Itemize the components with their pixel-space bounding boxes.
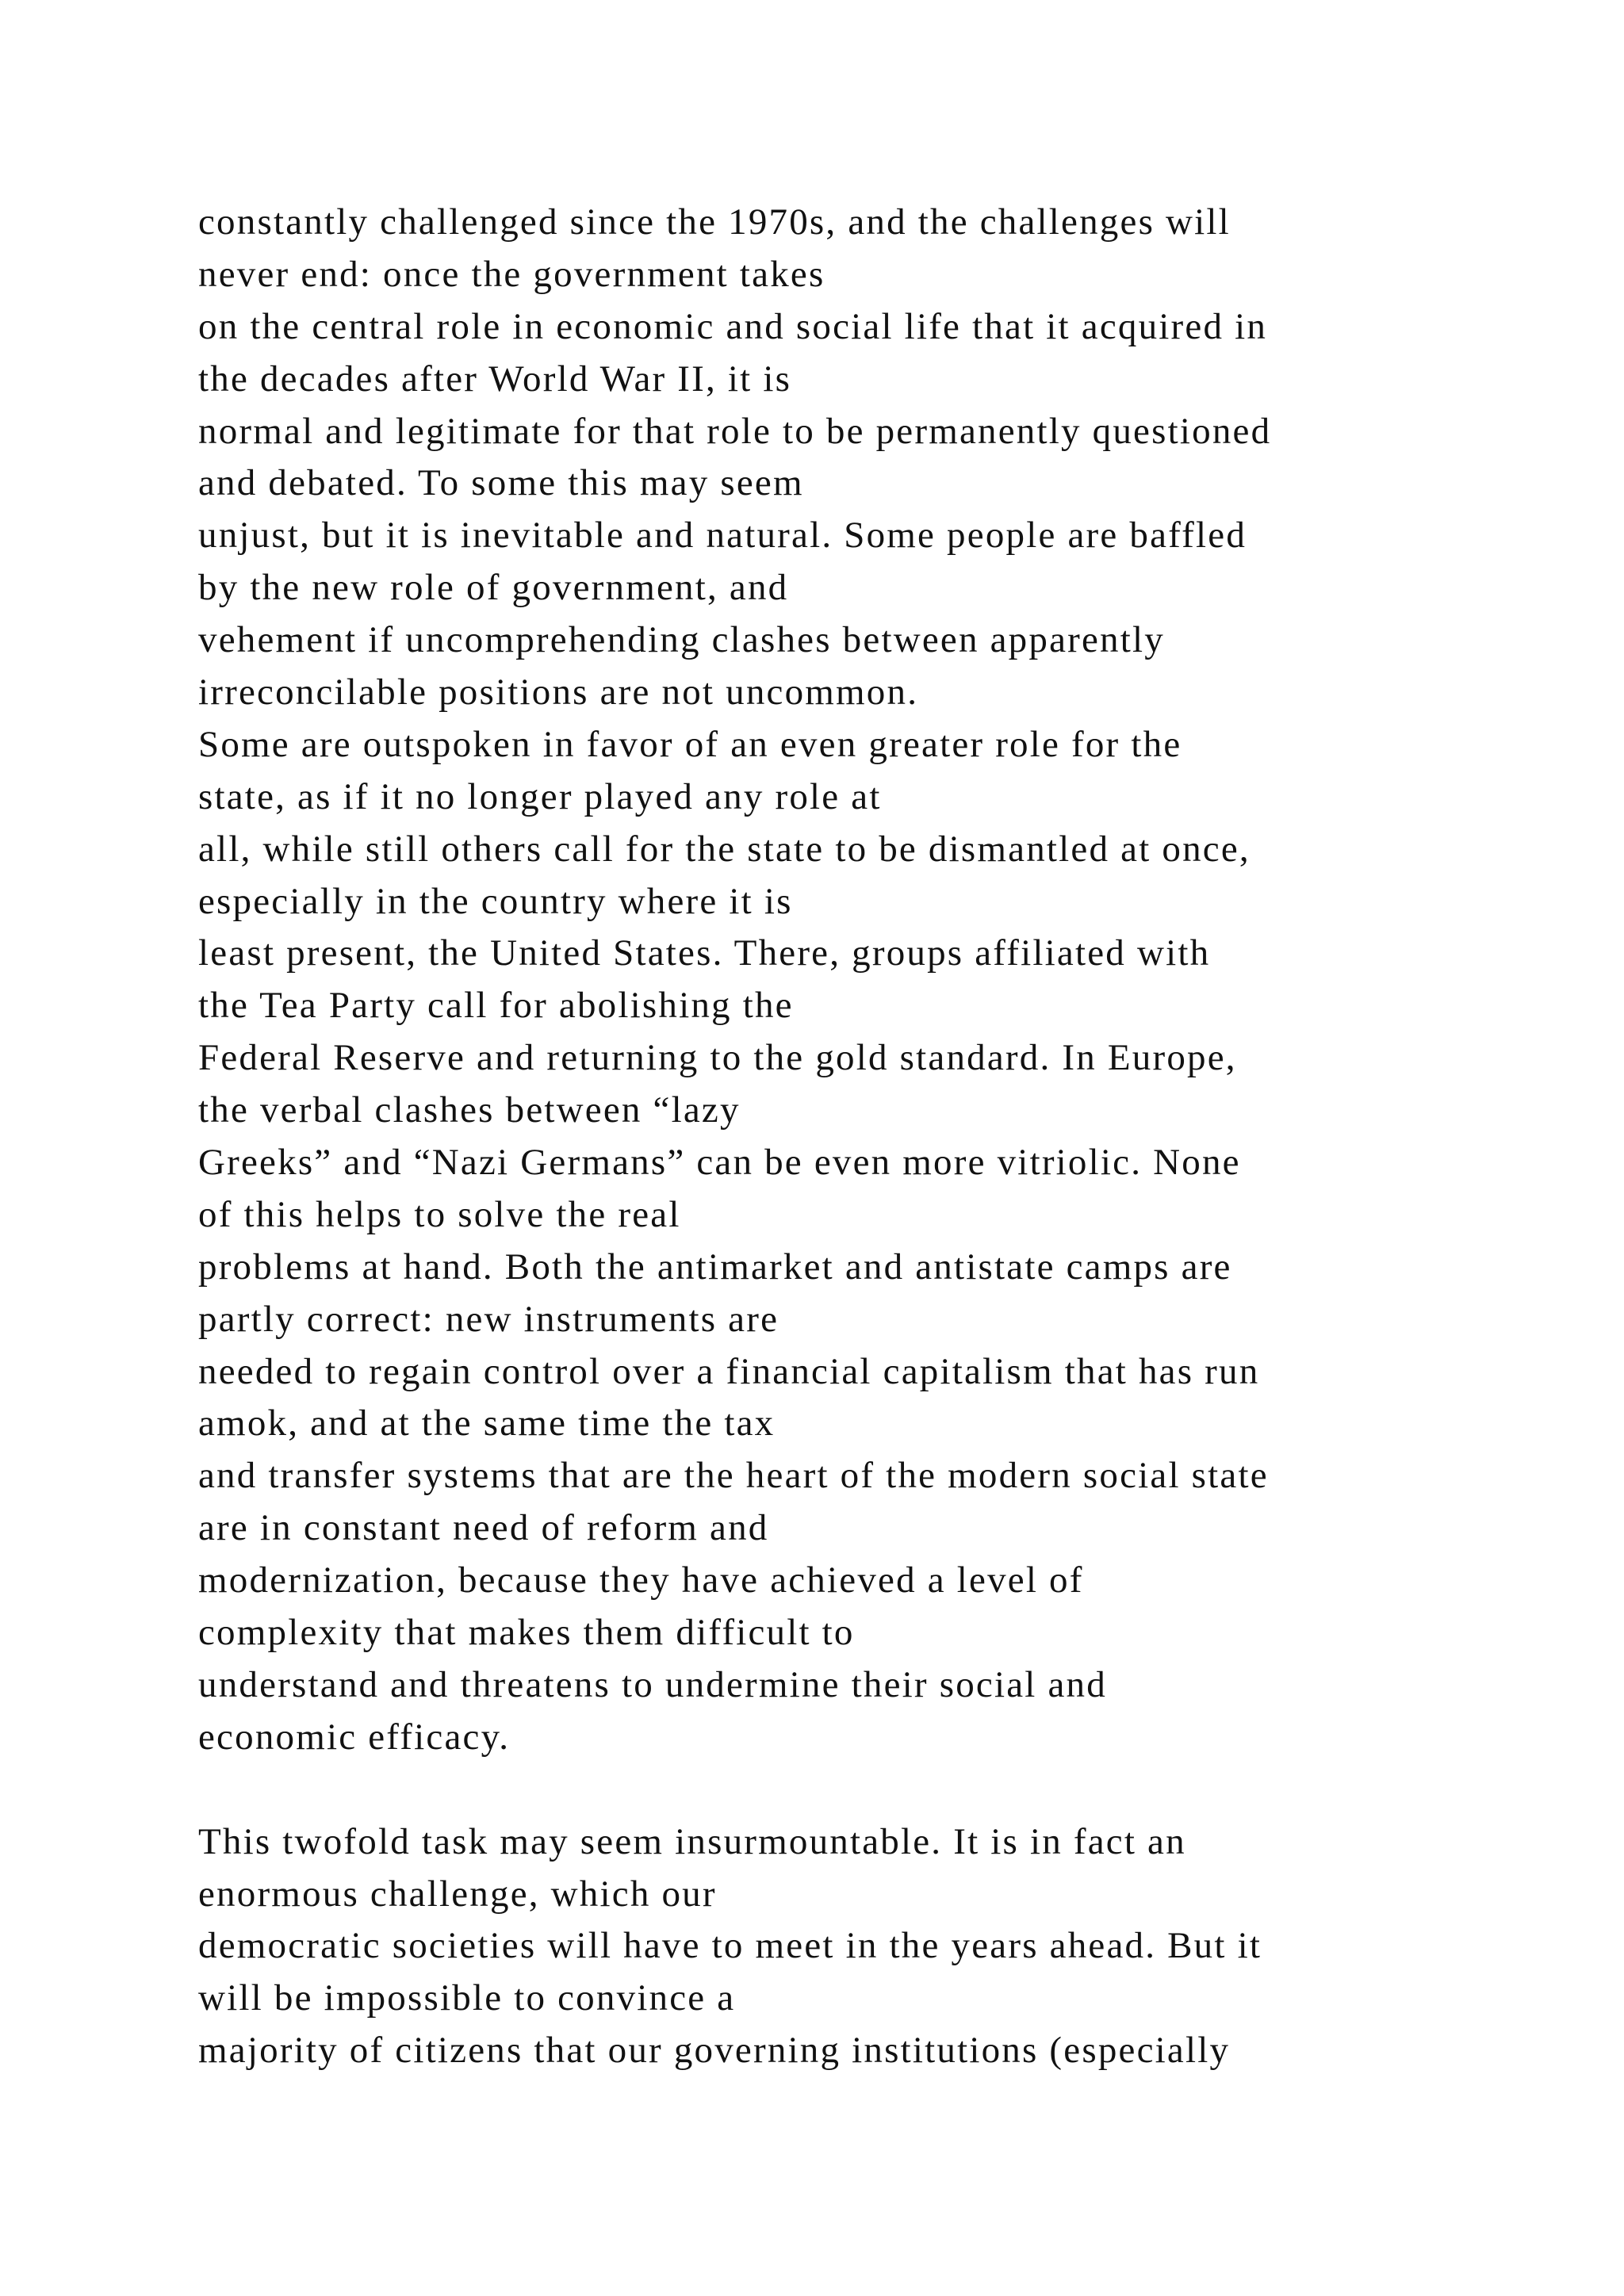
text-line: unjust, but it is inevitable and natural. Some people are baffled (198, 515, 1247, 557)
text-line: the verbal clashes between “lazy (198, 1089, 741, 1131)
text-line: especially in the country where it is (198, 880, 793, 922)
text-line: complexity that makes them difficult to (198, 1612, 855, 1654)
text-line: will be impossible to convince a (198, 1977, 736, 2019)
text-line: normal and legitimate for that role to be permanently questioned (198, 410, 1272, 452)
text-line: understand and threatens to undermine their social and (198, 1663, 1107, 1705)
text-line: state, as if it no longer played any role at (198, 775, 882, 817)
text-line: needed to regain control over a financial capitalism that has run (198, 1350, 1260, 1392)
text-line: and debated. To some this may seem (198, 462, 804, 504)
text-line: partly correct: new instruments are (198, 1298, 779, 1340)
text-line: irreconcilable positions are not uncommon. (198, 672, 919, 714)
text-line: the Tea Party call for abolishing the (198, 985, 794, 1027)
text-line: the decades after World War II, it is (198, 358, 792, 400)
paragraph-break (198, 1764, 1610, 1816)
text-line: Some are outspoken in favor of an even greater role for the (198, 723, 1182, 765)
text-line: enormous challenge, which our (198, 1873, 717, 1915)
text-line: democratic societies will have to meet in the years ahead. But it (198, 1925, 1262, 1967)
text-line: This twofold task may seem insurmountable. It is in fact an (198, 1820, 1186, 1862)
text-line: problems at hand. Both the antimarket and antistate camps are (198, 1246, 1232, 1288)
text-line: by the new role of government, and (198, 567, 789, 609)
text-line: vehement if uncomprehending clashes between apparently (198, 619, 1165, 661)
text-line: economic efficacy. (198, 1716, 511, 1758)
text-line: and transfer systems that are the heart of the modern social state (198, 1455, 1269, 1497)
text-line: Federal Reserve and returning to the gold standard. In Europe, (198, 1037, 1237, 1079)
text-line: are in constant need of reform and (198, 1507, 769, 1549)
text-line: never end: once the government takes (198, 253, 825, 295)
text-line: constantly challenged since the 1970s, and the challenges will (198, 201, 1231, 243)
text-line: Greeks” and “Nazi Germans” can be even more vitriolic. None (198, 1142, 1241, 1184)
text-line: majority of citizens that our governing institutions (especially (198, 2030, 1231, 2072)
text-line: all, while still others call for the state to be dismantled at once, (198, 828, 1251, 870)
text-line: least present, the United States. There, groups affiliated with (198, 932, 1211, 974)
text-line: modernization, because they have achieved a level of (198, 1559, 1084, 1601)
text-line: amok, and at the same time the tax (198, 1402, 776, 1445)
text-line: on the central role in economic and social life that it acquired in (198, 305, 1268, 347)
text-line: of this helps to solve the real (198, 1193, 681, 1235)
body-text (198, 197, 1610, 2077)
